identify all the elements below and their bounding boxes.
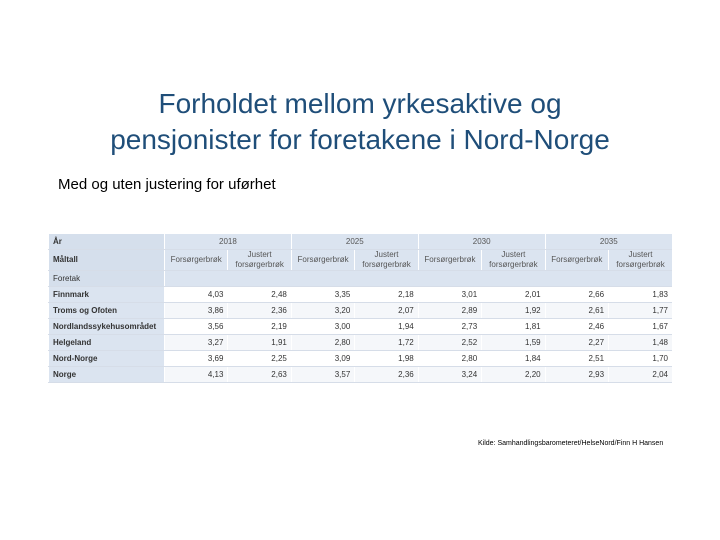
table-row [49,287,673,303]
table-cell: 3,24 [418,367,481,383]
table-cell: 1,77 [609,303,672,319]
table-cell: 1,72 [355,335,418,351]
title-line-1: Forholdet mellom yrkesaktive og [158,88,562,119]
year-label: År [49,234,165,250]
year-header-row [49,234,673,250]
table-cell: 1,91 [228,335,291,351]
row-label: Troms og Ofoten [49,303,165,319]
table-cell: 2,20 [482,367,545,383]
table-cell: 4,13 [165,367,228,383]
table-cell: 1,70 [609,351,672,367]
table-cell: 2,27 [545,335,608,351]
table-cell: 2,25 [228,351,291,367]
measure-label: Måltall [49,250,165,271]
table-cell: 3,20 [291,303,354,319]
table-cell: 1,94 [355,319,418,335]
table-cell: 2,52 [418,335,481,351]
table-cell: 2,61 [545,303,608,319]
row-label: Helgeland [49,335,165,351]
table-cell: 1,59 [482,335,545,351]
table-cell: 2,80 [418,351,481,367]
table-cell: 1,83 [609,287,672,303]
table-cell: 2,80 [291,335,354,351]
table-cell: 3,27 [165,335,228,351]
table-cell: 1,67 [609,319,672,335]
col-header-a: Forsørgerbrøk [418,250,481,271]
table-row [49,351,673,367]
year-2030: 2030 [418,234,545,250]
row-label: Norge [49,367,165,383]
table-cell: 3,57 [291,367,354,383]
entity-header-row [49,271,673,287]
table-row [49,335,673,351]
table-cell: 3,35 [291,287,354,303]
row-label: Nordlandssykehusområdet [49,319,165,335]
table-cell: 1,84 [482,351,545,367]
table-cell: 2,18 [355,287,418,303]
table-cell: 2,36 [228,303,291,319]
col-header-a: Forsørgerbrøk [165,250,228,271]
year-2018: 2018 [165,234,292,250]
table-cell: 2,04 [609,367,672,383]
table-cell: 1,48 [609,335,672,351]
table-row [49,319,673,335]
table-row [49,367,673,383]
table-cell: 3,01 [418,287,481,303]
slide-subtitle: Med og uten justering for uførhet [58,176,276,193]
table-cell: 2,63 [228,367,291,383]
table-row [49,303,673,319]
col-header-a: Forsørgerbrøk [545,250,608,271]
col-header-a: Forsørgerbrøk [291,250,354,271]
table-cell: 2,36 [355,367,418,383]
year-2025: 2025 [291,234,418,250]
row-label: Finnmark [49,287,165,303]
table-cell: 2,73 [418,319,481,335]
table-cell: 2,93 [545,367,608,383]
table-cell: 4,03 [165,287,228,303]
table-cell: 3,00 [291,319,354,335]
source-note: Kilde: Samhandlingsbarometeret/HelseNord/Finn H Hansen [478,440,664,447]
table-cell: 1,98 [355,351,418,367]
table-cell: 3,86 [165,303,228,319]
col-header-b: Justert forsørgerbrøk [228,250,291,271]
table-cell: 2,66 [545,287,608,303]
title-line-2: pensjonister for foretakene i Nord-Norge [110,124,610,155]
table-cell: 2,48 [228,287,291,303]
col-header-b: Justert forsørgerbrøk [482,250,545,271]
ratio-table [48,234,672,383]
table-cell: 2,01 [482,287,545,303]
table-cell: 1,92 [482,303,545,319]
col-header-b: Justert forsørgerbrøk [609,250,672,271]
year-2035: 2035 [545,234,672,250]
table-cell: 2,51 [545,351,608,367]
table-cell: 2,46 [545,319,608,335]
table-cell: 1,81 [482,319,545,335]
table-cell: 3,09 [291,351,354,367]
slide-title [40,86,680,158]
table-cell: 2,19 [228,319,291,335]
table-cell: 2,89 [418,303,481,319]
table-cell: 3,56 [165,319,228,335]
table-cell: 2,07 [355,303,418,319]
measure-header-row [49,250,673,271]
col-header-b: Justert forsørgerbrøk [355,250,418,271]
entity-label: Foretak [49,271,165,287]
table-cell: 3,69 [165,351,228,367]
row-label: Nord-Norge [49,351,165,367]
